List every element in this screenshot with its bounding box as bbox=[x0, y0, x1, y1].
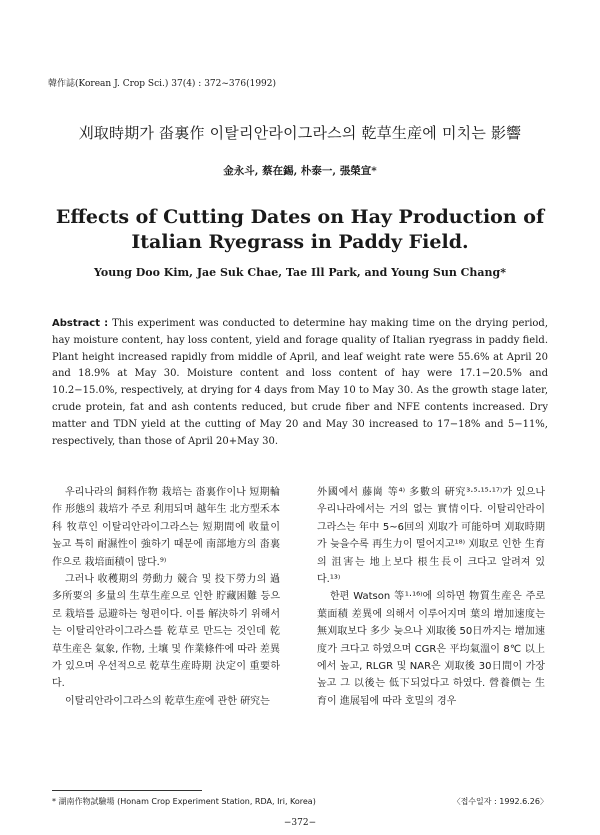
english-authors: Young Doo Kim, Jae Suk Chae, Tae Ill Park, and Young Sun Chang* bbox=[93, 266, 506, 279]
english-title-line-2: Italian Ryegrass in Paddy Field. bbox=[131, 231, 469, 253]
body-paragraph-continued: 外國에서 藤崗 等⁴⁾ 多數의 硏究³·⁵·¹⁵·¹⁷⁾가 있으나 우리나라에서는 거의 없는 實情이다. 이탈리안라이그라스는 年中 5~6回의 刈取가 可能하며 刈取時期가 늦을수록 再生力이 떨어지고¹⁸⁾ 刈取로 인한 生育의 沮害는 地上보다 根生長이 크다고 알려져 있다.¹³⁾ bbox=[317, 487, 545, 586]
body-paragraph: 우리나라의 飼料作物 栽培는 畓裏作이나 短期輪作 形態의 栽培가 주로 利用되며 越年生 北方型禾本科 牧草인 이탈리안라이그라스는 短期間에 收量이 높고 특히 耐濕性이 強하기 때문에 南部地方의 畓裏作으로 栽培面積이 많다.⁹⁾ bbox=[52, 487, 280, 568]
body-paragraph: 한편 Watson 等¹·¹⁶⁾에 의하면 物質生産은 주로 葉面積 差異에 의해서 이루어지며 葉의 增加速度는 無刈取보다 多少 늦으나 刈取後 50日까지는 增加速度가 크다고 하였으며 CGR은 平均氣溫이 8℃ 以上에서 높고, RLGR 및 NAR은 刈取後 30日間이 가장 높고 그 以後는 低下되었다고 하였다. 營養價는 生育이 進展됨에 따라 호밀의 경우 bbox=[317, 591, 545, 707]
body-left-column bbox=[52, 484, 280, 710]
footnote-rule bbox=[52, 790, 202, 791]
korean-authors: 金永斗, 蔡在錫, 朴泰一, 張榮宣* bbox=[223, 165, 377, 177]
body-right-column bbox=[317, 484, 545, 710]
english-title-line-1: Effects of Cutting Dates on Hay Production of bbox=[55, 206, 545, 228]
received-date: 〈접수일자 : 1992.6.26〉 bbox=[452, 797, 548, 806]
affiliation-footnote: * 湖南作物試驗場 (Honam Crop Experiment Station, RDA, Iri, Korea) bbox=[52, 797, 316, 806]
page-number: −372− bbox=[283, 818, 317, 828]
korean-title: 刈取時期가 畓裏作 이탈리안라이그라스의 乾草生産에 미치는 影響 bbox=[78, 124, 522, 142]
journal-citation: 韓作誌(Korean J. Crop Sci.) 37(4) : 372~376(1992) bbox=[48, 79, 277, 89]
abstract bbox=[52, 316, 548, 450]
abstract-text: This experiment was conducted to determine hay making time on the drying period, hay moisture content, hay loss content, yield and forage quality of Italian ryegrass in paddy field. Plant height increased rapidly from middle of April, and leaf weight rate were 55.6% at April 20 and 18.9% at May 30. Moisture content and loss content of hay were 17.1−20.5% and 10.2−15.0%, respectively, at drying for 4 days from May 10 to May 30. As the growth stage later, crude protein, fat and ash contents reduced, but crude fiber and NFE contents increased. Dry matter and TDN yield at the cutting of May 20 and May 30 increased to 17−18% and 5−11%, respectively, than those of April 20+May 30. bbox=[52, 318, 549, 447]
body-paragraph: 이탈리안라이그라스의 乾草生産에 관한 硏究는 bbox=[65, 695, 270, 707]
english-title bbox=[0, 205, 600, 255]
body-paragraph: 그러나 收穫期의 勞動力 競合 및 投下勞力의 過多所要의 多量의 生草生産으로 인한 貯藏困難 등으로 栽培를 忌避하는 형편이다. 이를 解決하기 위해서는 이탈리안라이그라스를 乾草로 만드는 것인데 乾草生産은 氣象, 作物, 土壤 및 作業條件에 따라 差異가 있으며 우선적으로 乾草生産時期 決定이 重要하다. bbox=[52, 574, 280, 690]
abstract-label: Abstract : bbox=[52, 318, 109, 329]
